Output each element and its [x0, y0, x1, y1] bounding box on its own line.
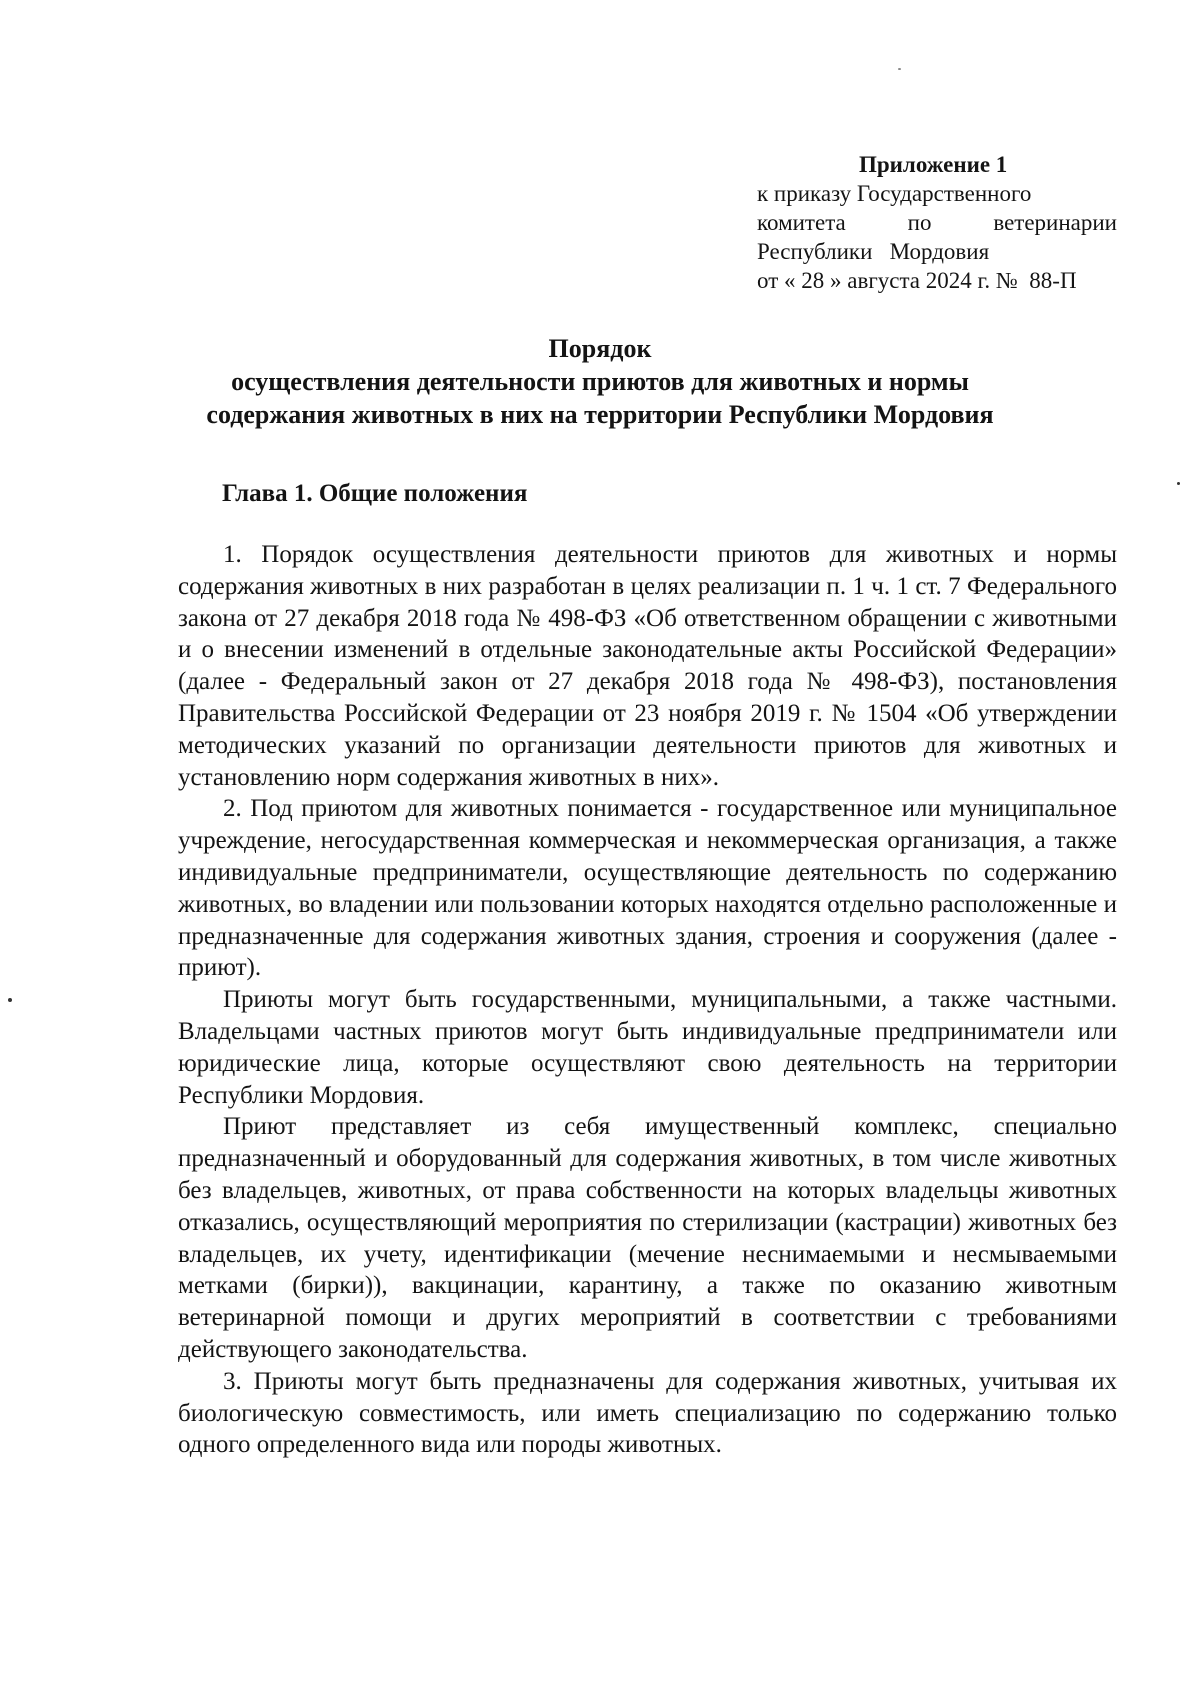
- scan-speck: [898, 68, 901, 70]
- title-line-2: осуществления деятельности приютов для животных и нормы: [231, 367, 969, 396]
- scan-speck: [8, 998, 12, 1002]
- paragraph-2: 2. Под приютом для животных понимается - государственное или муниципальное учреждение, негосударственная коммерческая и некоммерческая организация, а также индивидуальные предприниматели, осуществляющие деятельность по содержанию животных, во владении или пользовании которых находятся отдельно расположенные и предназначенные для содержания животных здания, строения и сооружения (далее - приют).: [178, 795, 1117, 982]
- paragraph-1: 1. Порядок осуществления деятельности приютов для животных и нормы содержания животных в них разработан в целях реализации п. 1 ч. 1 ст. 7 Федерального закона от 27 декабря 2018 года № 498-ФЗ «Об ответственном обращении с животными и о внесении изменений в отдельные законодательные акты Российской Федерации» (далее - Федеральный закон от 27 декабря 2018 года № 498-ФЗ), постановления Правительства Российской Федерации от 23 ноября 2019 г. № 1504 «Об утверждении методических указаний по организации деятельности приютов для животных и установлению норм содержания животных в них».: [178, 541, 1117, 791]
- appendix-block: [757, 150, 1117, 295]
- appendix-line-2-word-1: комитета: [757, 210, 846, 235]
- title-line-3: содержания животных в них на территории Республики Мордовия: [206, 400, 994, 429]
- title-line-1: Порядок: [548, 334, 652, 363]
- appendix-line-3: Республики Мордовия: [757, 239, 990, 264]
- scan-speck: [1177, 482, 1180, 485]
- appendix-line-2: [757, 208, 1117, 237]
- document-title: [150, 332, 1050, 431]
- document-body: [178, 539, 1117, 1461]
- appendix-line-2-word-2: по: [907, 210, 932, 235]
- appendix-line-1: к приказу Государственного: [757, 181, 1032, 206]
- paragraph-5: 3. Приюты могут быть предназначены для содержания животных, учитывая их биологическую совместимость, или иметь специализацию по содержанию только одного определенного вида или породы животных.: [178, 1367, 1117, 1459]
- appendix-line-2-word-3: ветеринарии: [993, 210, 1117, 235]
- chapter-heading: Глава 1. Общие положения: [222, 480, 528, 507]
- paragraph-4: Приют представляет из себя имущественный комплекс, специально предназначенный и оборудованный для содержания животных, в том числе животных без владельцев, животных, от права собственности на которых владельцы животных отказались, осуществляющий мероприятия по стерилизации (кастрации) животных без владельцев, их учету, идентификации (мечение неснимаемыми и несмываемыми метками (бирки)), вакцинации, карантину, а также по оказанию животным ветеринарной помощи и других мероприятий в соответствии с требованиями действующего законодательства.: [178, 1113, 1117, 1363]
- appendix-heading: Приложение 1: [859, 152, 1008, 177]
- appendix-line-4: от « 28 » августа 2024 г. № 88-П: [757, 268, 1077, 293]
- paragraph-3: Приюты могут быть государственными, муниципальными, а также частными. Владельцами частных приютов могут быть индивидуальные предприниматели или юридические лица, которые осуществляют свою деятельность на территории Республики Мордовия.: [178, 986, 1117, 1109]
